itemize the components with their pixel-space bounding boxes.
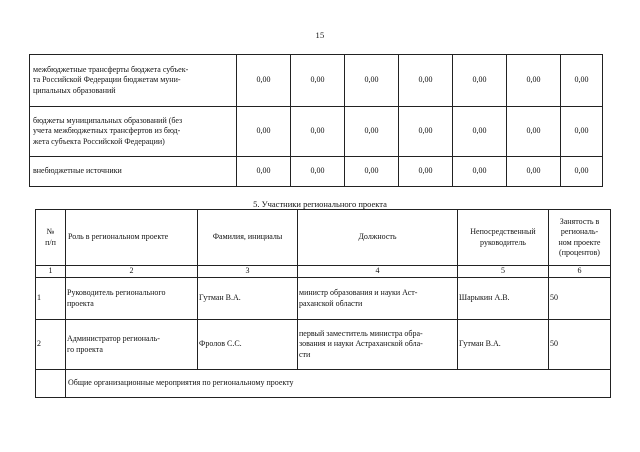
- financing-table: [29, 54, 603, 187]
- financing-value: 0,00: [345, 107, 399, 157]
- participants-header-row: [36, 210, 611, 266]
- column-number-row: [36, 266, 611, 278]
- participant-num: 2: [36, 320, 66, 370]
- financing-value: 0,00: [399, 157, 453, 187]
- financing-value: 0,00: [345, 55, 399, 107]
- financing-row: [30, 157, 603, 187]
- participant-employment: 50: [549, 320, 611, 370]
- financing-value: 0,00: [561, 107, 603, 157]
- participant-row: [36, 278, 611, 320]
- general-activities-label: Общие организационные мероприятия по региональному проекту: [66, 370, 611, 398]
- participant-name: Фролов С.С.: [198, 320, 298, 370]
- column-number: 6: [549, 266, 611, 278]
- participant-name: Гутман В.А.: [198, 278, 298, 320]
- financing-value: 0,00: [291, 157, 345, 187]
- general-row-spacer: [36, 370, 66, 398]
- participant-employment: 50: [549, 278, 611, 320]
- header-role: Роль в региональном проекте: [66, 210, 198, 266]
- header-num: № п/п: [36, 210, 66, 266]
- general-activities-row: [36, 370, 611, 398]
- financing-value: 0,00: [237, 55, 291, 107]
- financing-value: 0,00: [453, 107, 507, 157]
- column-number: 1: [36, 266, 66, 278]
- header-employment: Занятость в региональ- ном проекте (процентов): [549, 210, 611, 266]
- participant-row: [36, 320, 611, 370]
- participant-position: первый заместитель министра обра- зования и науки Астраханской обла- сти: [298, 320, 458, 370]
- financing-value: 0,00: [561, 55, 603, 107]
- financing-value: 0,00: [453, 157, 507, 187]
- participant-role: Администратор региональ- го проекта: [66, 320, 198, 370]
- column-number: 5: [458, 266, 549, 278]
- financing-row-label: внебюджетные источники: [30, 157, 237, 187]
- financing-value: 0,00: [507, 55, 561, 107]
- financing-value: 0,00: [561, 157, 603, 187]
- participant-role: Руководитель регионального проекта: [66, 278, 198, 320]
- participant-manager: Шарыкин А.В.: [458, 278, 549, 320]
- financing-row: [30, 107, 603, 157]
- column-number: 3: [198, 266, 298, 278]
- financing-value: 0,00: [507, 107, 561, 157]
- participants-table: [35, 209, 611, 398]
- financing-value: 0,00: [453, 55, 507, 107]
- financing-row-label: межбюджетные трансферты бюджета субъек- та Российской Федерации бюджетам муни- ципальных образований: [30, 55, 237, 107]
- financing-value: 0,00: [291, 107, 345, 157]
- header-position: Должность: [298, 210, 458, 266]
- financing-value: 0,00: [237, 157, 291, 187]
- financing-value: 0,00: [507, 157, 561, 187]
- header-name: Фамилия, инициалы: [198, 210, 298, 266]
- participant-num: 1: [36, 278, 66, 320]
- participant-position: министр образования и науки Аст- раханской области: [298, 278, 458, 320]
- financing-row-label: бюджеты муниципальных образований (без учета межбюджетных трансфертов из бюд- жета субъекта Российской Федерации): [30, 107, 237, 157]
- column-number: 4: [298, 266, 458, 278]
- header-manager: Непосредственный руководитель: [458, 210, 549, 266]
- participant-manager: Гутман В.А.: [458, 320, 549, 370]
- financing-row: [30, 55, 603, 107]
- column-number: 2: [66, 266, 198, 278]
- financing-value: 0,00: [237, 107, 291, 157]
- financing-value: 0,00: [399, 55, 453, 107]
- page-number: 15: [315, 30, 325, 40]
- financing-value: 0,00: [399, 107, 453, 157]
- financing-value: 0,00: [291, 55, 345, 107]
- financing-value: 0,00: [345, 157, 399, 187]
- section-title: 5. Участники регионального проекта: [253, 199, 387, 209]
